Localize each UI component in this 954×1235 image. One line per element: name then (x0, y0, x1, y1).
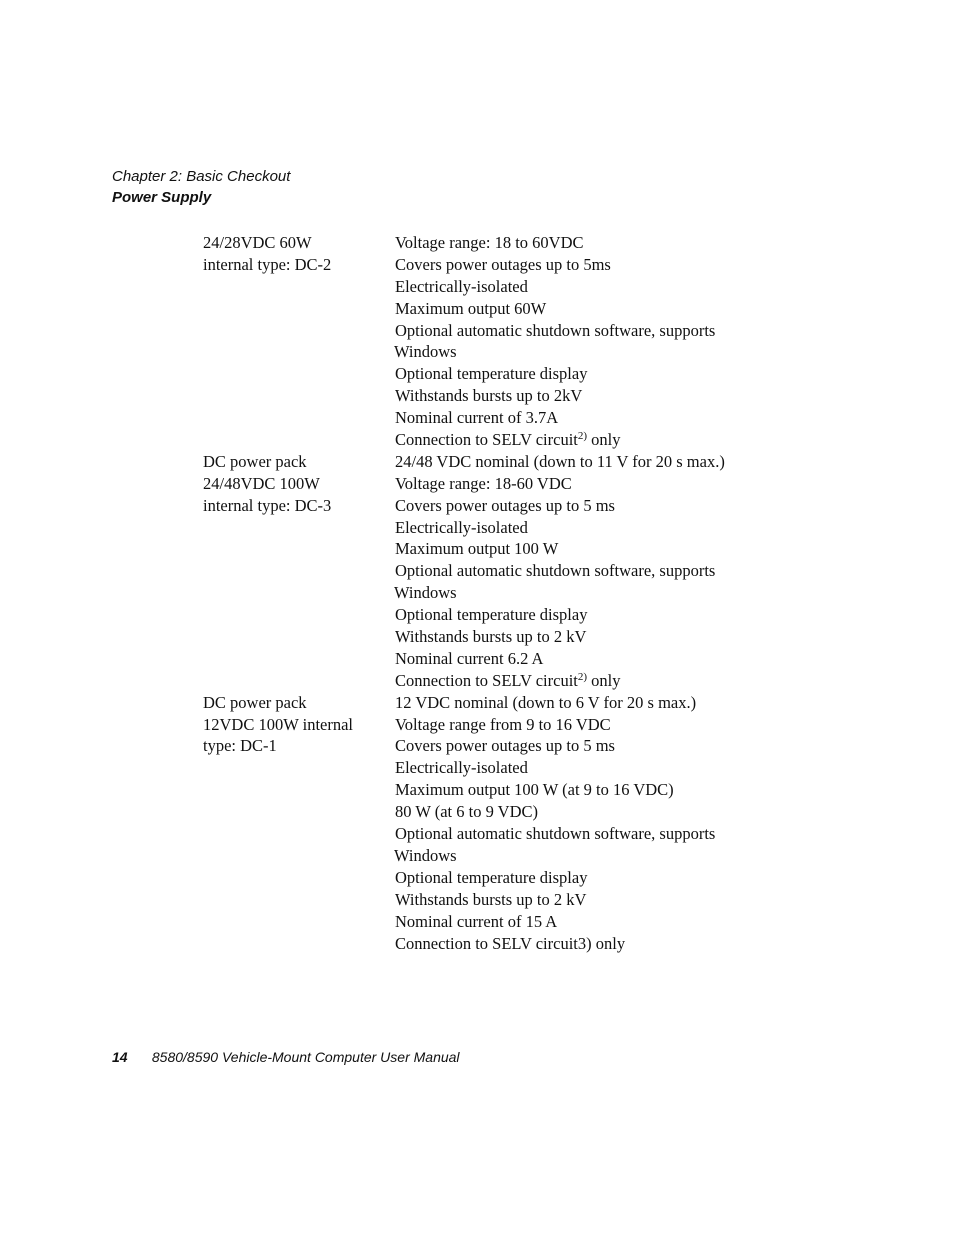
page-footer (112, 1047, 460, 1067)
feature-line (395, 933, 755, 955)
model-line: internal type: DC-2 (203, 254, 332, 274)
feature-line (395, 801, 755, 823)
feature-line (395, 407, 755, 429)
manual-title: 8580/8590 Vehicle-Mount Computer User Manual (151, 1049, 460, 1065)
feature-line (394, 341, 755, 363)
feature-text: Maximum output 100 W (395, 539, 559, 559)
spec-group (203, 451, 755, 692)
spec-model (203, 692, 395, 955)
feature-line (395, 385, 755, 407)
feature-text: 12 VDC nominal (down to 6 V for 20 s max.) (395, 692, 697, 712)
feature-line (395, 560, 755, 582)
feature-text: Electrically-isolated (395, 517, 528, 537)
feature-text: Electrically-isolated (395, 276, 528, 296)
spec-model (203, 451, 395, 692)
feature-line (395, 320, 755, 342)
model-line: DC power pack (203, 451, 307, 471)
feature-text: Optional temperature display (395, 605, 588, 625)
feature-text: Nominal current of 3.7A (395, 408, 559, 428)
feature-line (395, 451, 755, 473)
feature-line (394, 582, 755, 604)
page-number: 14 (112, 1049, 128, 1065)
spec-group (203, 692, 755, 955)
feature-text: Optional automatic shutdown software, supports (395, 320, 716, 340)
feature-line (395, 911, 755, 933)
model-line: 24/48VDC 100W (203, 473, 320, 493)
feature-text: Windows (394, 583, 457, 603)
spec-features (395, 451, 755, 692)
feature-text: Covers power outages up to 5 ms (395, 736, 615, 756)
model-line: internal type: DC-3 (203, 495, 332, 515)
feature-line (395, 779, 755, 801)
feature-text-after: only (587, 430, 621, 450)
feature-line (394, 845, 755, 867)
feature-text: Covers power outages up to 5 ms (395, 495, 615, 515)
feature-text: Withstands bursts up to 2 kV (395, 889, 587, 909)
feature-text: Optional temperature display (395, 867, 588, 887)
model-line: 24/28VDC 60W (203, 233, 312, 252)
feature-text: Windows (394, 845, 457, 865)
feature-text: Optional automatic shutdown software, supports (395, 561, 716, 581)
feature-text: Connection to SELV circuit3) only (395, 933, 626, 953)
feature-line (395, 232, 755, 254)
feature-text: Withstands bursts up to 2kV (395, 386, 583, 406)
model-line: type: DC-1 (203, 736, 277, 756)
feature-text: Nominal current of 15 A (395, 911, 558, 931)
feature-line (395, 648, 755, 670)
feature-line (395, 363, 755, 385)
model-line: DC power pack (203, 692, 307, 712)
running-header (112, 166, 290, 208)
feature-text: Voltage range: 18 to 60VDC (395, 233, 584, 252)
feature-text: Voltage range: 18-60 VDC (395, 473, 572, 493)
feature-text: Maximum output 60W (395, 298, 547, 318)
feature-line (395, 692, 755, 714)
feature-line (395, 517, 755, 539)
feature-text: Connection to SELV circuit (395, 670, 578, 690)
feature-line (395, 889, 755, 911)
feature-line (395, 254, 755, 276)
power-supply-spec-table (203, 232, 755, 954)
feature-text: Withstands bursts up to 2 kV (395, 627, 587, 647)
spec-model (203, 232, 395, 451)
feature-text: Voltage range from 9 to 16 VDC (395, 714, 611, 734)
feature-text: 80 W (at 6 to 9 VDC) (395, 802, 538, 822)
footnote-ref: 2) (577, 430, 588, 443)
feature-text: Connection to SELV circuit (395, 430, 578, 450)
feature-line (395, 538, 755, 560)
spec-features (395, 692, 755, 955)
feature-line (395, 867, 755, 889)
feature-text: Optional temperature display (395, 364, 588, 384)
feature-text: Nominal current 6.2 A (395, 648, 544, 668)
model-line: 12VDC 100W internal (203, 714, 354, 734)
section-title: Power Supply (112, 189, 212, 206)
feature-text: Windows (394, 342, 457, 362)
feature-line (395, 604, 755, 626)
feature-text: Covers power outages up to 5ms (395, 254, 611, 274)
chapter-title: Chapter 2: Basic Checkout (112, 168, 291, 185)
feature-text: Optional automatic shutdown software, supports (395, 824, 716, 844)
feature-line (395, 626, 755, 648)
feature-line (395, 714, 755, 736)
feature-line (395, 429, 755, 451)
feature-text: Maximum output 100 W (at 9 to 16 VDC) (395, 780, 674, 800)
spec-group (203, 232, 755, 451)
feature-text-after: only (587, 670, 621, 690)
spec-features (395, 232, 755, 451)
feature-text: Electrically-isolated (395, 758, 528, 778)
feature-line (395, 823, 755, 845)
footnote-ref: 2) (577, 670, 588, 683)
feature-line (395, 757, 755, 779)
feature-text: 24/48 VDC nominal (down to 11 V for 20 s max.) (395, 451, 725, 471)
feature-line (395, 735, 755, 757)
feature-line (395, 495, 755, 517)
feature-line (395, 276, 755, 298)
feature-line (395, 670, 755, 692)
feature-line (395, 473, 755, 495)
feature-line (395, 298, 755, 320)
